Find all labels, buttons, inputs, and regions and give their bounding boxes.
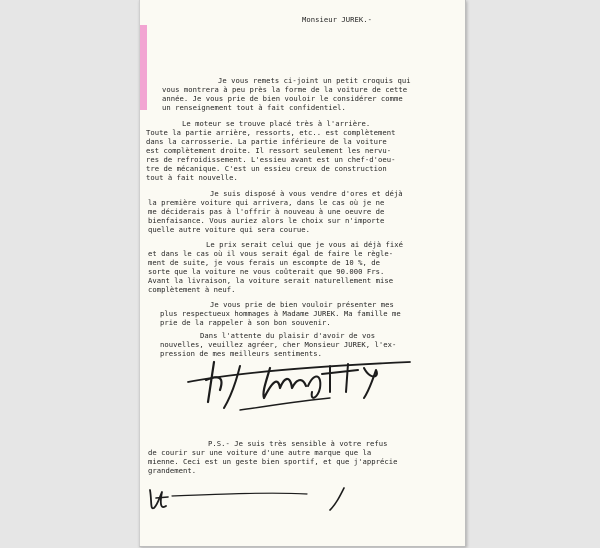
text-line: Dans l'attente du plaisir d'avoir de vos: [200, 331, 376, 340]
text-line: bienfaisance. Vous auriez alors le choix sur n'importe: [148, 216, 385, 225]
text-line: complètement à neuf.: [148, 285, 236, 294]
text-line: Je vous prie de bien vouloir présenter mes: [210, 300, 394, 309]
text-line: tre de mécanique. C'est un essieu creux de construction: [146, 164, 387, 173]
text-line: res de refroidissement. L'essieu avant est un chef-d'oeu-: [146, 155, 396, 164]
text-line: dans la carrosserie. La partie inférieure de la voiture: [146, 137, 387, 146]
text-line: Je vous remets ci-joint un petit croquis qui: [218, 76, 411, 85]
text-line: Le prix serait celui que je vous ai déjà fixé: [206, 240, 403, 249]
pink-paper-strip: [140, 25, 147, 110]
text-line: pression de mes meilleurs sentiments.: [160, 349, 322, 358]
text-line: sorte que la voiture ne vous coûterait que 90.000 Frs.: [148, 267, 385, 276]
text-line: de courir sur une voiture d'une autre marque que la: [148, 448, 372, 457]
text-line: vous montrera à peu près la forme de la voiture de cette: [162, 85, 408, 94]
initials-image: [142, 484, 362, 524]
text-line: quelle autre voiture qui sera courue.: [148, 225, 310, 234]
text-line: la première voiture qui arrivera, dans le cas où je ne: [148, 198, 385, 207]
signature-image: [180, 352, 420, 422]
text-line: Je suis disposé à vous vendre d'ores et déjà: [210, 189, 403, 198]
text-line: prie de la rappeler à son bon souvenir.: [160, 318, 331, 327]
text-line: année. Je vous prie de bien vouloir le considérer comme: [162, 94, 403, 103]
text-line: me déciderais pas à l'offrir à nouveau à une oeuvre de: [148, 207, 385, 216]
text-line: Toute la partie arrière, ressorts, etc.. est complètement: [146, 128, 396, 137]
text-line: grandement.: [148, 466, 197, 475]
text-line: mienne. Ceci est un geste bien sportif, et que j'apprécie: [148, 457, 398, 466]
text-line: plus respectueux hommages à Madame JUREK. Ma famille me: [160, 309, 401, 318]
text-line: Le moteur se trouve placé très à l'arrière.: [182, 119, 371, 128]
text-line: tout à fait nouvelle.: [146, 173, 238, 182]
text-line: et dans le cas où il vous serait égal de faire le règle-: [148, 249, 394, 258]
text-line: un renseignement tout à fait confidentiel.: [162, 103, 346, 112]
text-line: ment de suite, je vous ferais un escompte de 10 %, de: [148, 258, 380, 267]
text-line: nouvelles, veuillez agréer, cher Monsieur JUREK, l'ex-: [160, 340, 397, 349]
text-line: P.S.- Je suis très sensible à votre refus: [208, 439, 388, 448]
addressee: Monsieur JUREK.-: [302, 15, 373, 24]
text-line: est complètement droite. Il ressort seulement les nervu-: [146, 146, 392, 155]
letter-page: [139, 0, 466, 547]
text-line: Avant la livraison, la voiture serait naturellement mise: [148, 276, 394, 285]
